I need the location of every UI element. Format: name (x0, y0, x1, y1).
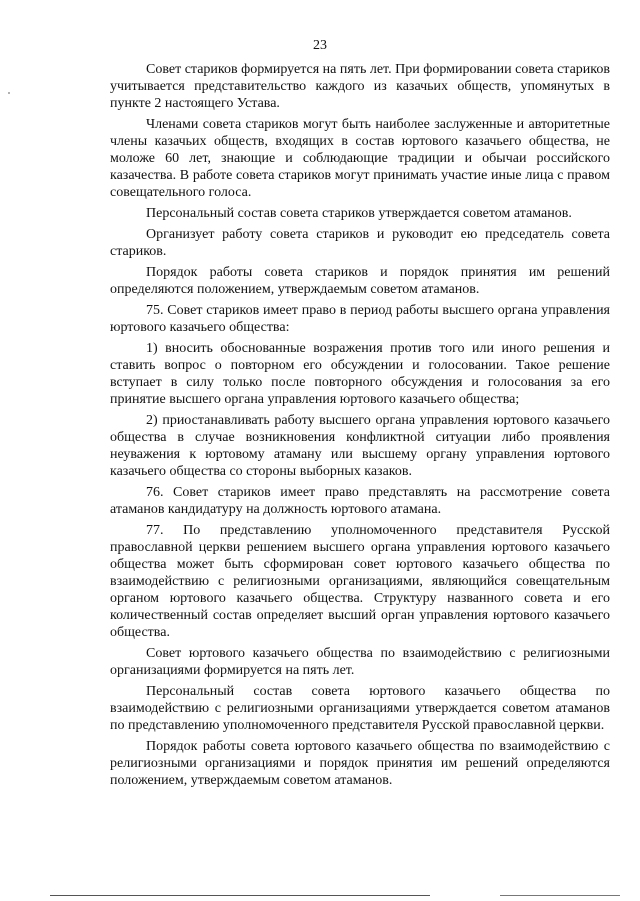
paragraph-religious-council-procedure: Порядок работы совета юртового казачьего общества по взаимодействию с религиозными организациями и порядок принятия им решений определяются положением, утверждаемым советом атаманов. (110, 739, 610, 788)
paragraph-council-term: Совет стариков формируется на пять лет. При формировании совета стариков учитывается представительство каждого из казачьих обществ, упомянутых в пункте 2 настоящего Устава. (110, 62, 610, 111)
paragraph-item-75: 75. Совет стариков имеет право в период работы высшего органа управления юртового казачьего общества: (110, 303, 610, 335)
paragraph-religious-council-composition: Персональный состав совета юртового казачьего общества по взаимодействию с религиозными организациями утверждается советом атаманов по представлению уполномоченного представителя Русской православной церкви. (110, 684, 610, 733)
scan-speck (8, 92, 10, 94)
page-number: 23 (313, 38, 327, 53)
bottom-divider (50, 895, 430, 896)
paragraph-religious-council-term: Совет юртового казачьего общества по взаимодействию с религиозными организациями формируется на пять лет. (110, 646, 610, 678)
bottom-divider-right (500, 895, 620, 896)
paragraph-item-75-2: 2) приостанавливать работу высшего органа управления юртового казачьего общества в случае возникновения конфликтной ситуации либо проявления неуважения к юртовому атаману или высшему органу управления юртового казачьего общества со стороны выборных казаков. (110, 413, 610, 479)
paragraph-council-procedure: Порядок работы совета стариков и порядок принятия им решений определяются положением, утверждаемым советом атаманов. (110, 265, 610, 297)
paragraph-item-76: 76. Совет стариков имеет право представлять на рассмотрение совета атаманов кандидатуру на должность юртового атамана. (110, 485, 610, 517)
paragraph-item-75-1: 1) вносить обоснованные возражения против того или иного решения и ставить вопрос о повторном его обсуждении и голосовании. Такое решение вступает в силу только после повторного обсуждения и голосования за его принятие высшего органа управления юртового казачьего общества; (110, 341, 610, 407)
document-body (110, 61, 610, 789)
paragraph-council-members: Членами совета стариков могут быть наиболее заслуженные и авторитетные члены казачьих обществ, входящих в состав юртового казачьего общества, не моложе 60 лет, знающие и соблюдающие традиции и обычаи российского казачества. В работе совета стариков могут принимать участие иные лица с правом совещательного голоса. (110, 117, 610, 200)
paragraph-item-77: 77. По представлению уполномоченного представителя Русской православной церкви решением высшего органа управления юртового казачьего общества может быть сформирован совет юртового казачьего общества по взаимодействию с религиозными организациями, являющийся совещательным органом юртового казачьего общества. Структуру названного совета и его количественный состав определяет высший орган управления юртового казачьего общества. (110, 523, 610, 640)
paragraph-council-chair: Организует работу совета стариков и руководит ею председатель совета стариков. (110, 227, 610, 259)
paragraph-council-composition: Персональный состав совета стариков утверждается советом атаманов. (146, 206, 572, 221)
